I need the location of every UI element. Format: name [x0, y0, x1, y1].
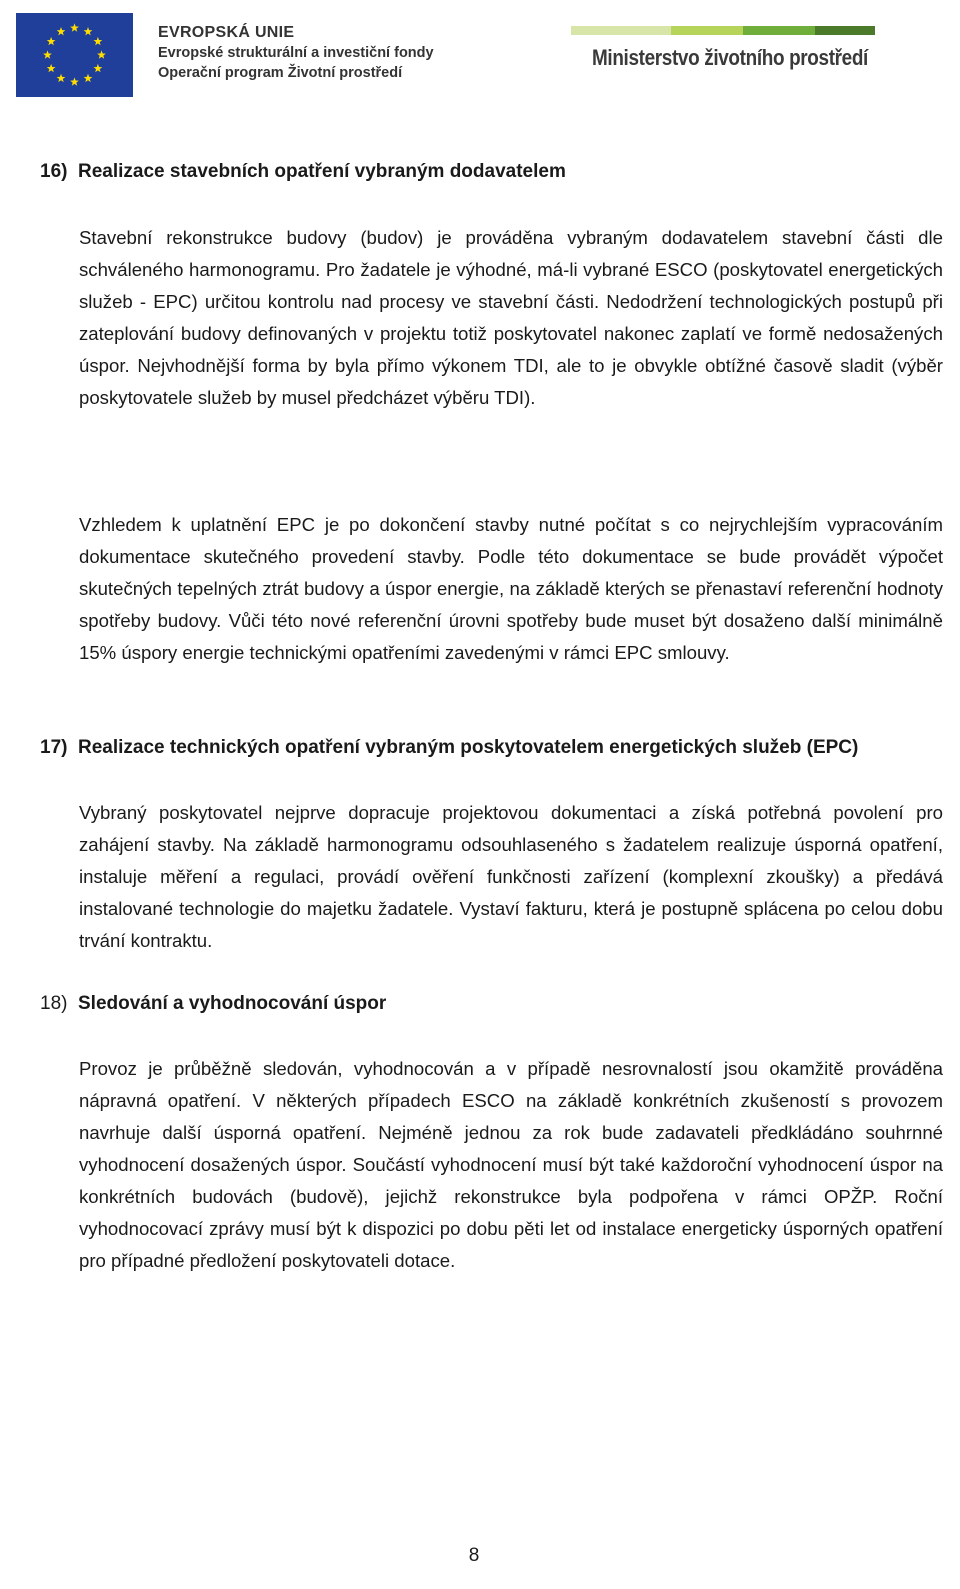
section-heading-17	[40, 736, 858, 760]
paragraph: Stavební rekonstrukce budovy (budov) je prováděna vybraným dodavatelem stavební části dle schváleného harmonogramu. Pro žadatele je výhodné, má-li vybrané ESCO (poskytovatel energetických služeb - EPC) určitou kontrolu nad procesy ve stavební části. Nedodržení technologických postupů při zateplování budovy definovaných v projektu totiž poskytovatel nakonec zaplatí ve formě nedosažených úspor. Nejvhodnější forma by byla přímo výkonem TDI, ale to je obvykle obtížné časově sladit (výběr poskytovatele služeb by musel předcházet výběru TDI).	[79, 227, 943, 408]
eu-stars-icon	[16, 13, 133, 97]
eu-line-1: EVROPSKÁ UNIE	[158, 24, 295, 41]
section-heading-18	[40, 992, 386, 1016]
eu-line-2: Evropské strukturální a investiční fondy	[158, 45, 434, 61]
section-number: 16)	[40, 161, 68, 182]
eu-line-3: Operační program Životní prostředí	[158, 65, 403, 81]
eu-flag-logo	[16, 13, 133, 97]
page-header	[0, 0, 960, 110]
ministry-bar-2	[671, 26, 743, 35]
section-number: 17)	[40, 737, 68, 758]
ministry-logo-text: Ministerstvo životního prostředí	[592, 45, 868, 70]
ministry-bar-1	[571, 26, 671, 35]
section-title: Sledování a vyhodnocování úspor	[78, 993, 387, 1014]
section-title: Realizace stavebních opatření vybraným dodavatelem	[78, 161, 566, 182]
eu-programme-text	[158, 22, 434, 83]
paragraph: Vybraný poskytovatel nejprve dopracuje projektovou dokumentaci a získá potřebná povolení pro zahájení stavby. Na základě harmonogramu odsouhlaseného s žadatelem realizuje úsporná opatření, instaluje měření a regulaci, provádí ověření funkčnosti zařízení (komplexní zkoušky) a předává instalované technologie do majetku žadatele. Vystaví fakturu, která je postupně splácena po celou dobu trvání kontraktu.	[79, 802, 943, 951]
ministry-logo-bars	[571, 26, 875, 35]
section-title: Realizace technických opatření vybraným poskytovatelem energetických služeb (EPC)	[78, 737, 859, 758]
paragraph: Vzhledem k uplatnění EPC je po dokončení stavby nutné počítat s co nejrychlejším vypracováním dokumentace skutečného provedení stavby. Podle této dokumentace se bude provádět výpočet skutečných tepelných ztrát budovy a úspor energie, na základě kterých se přenastaví referenční hodnoty spotřeby budovy. Vůči této nové referenční úrovni spotřeby bude muset být dosaženo další minimálně 15% úspory energie technickými opatřeními zavedenými v rámci EPC smlouvy.	[79, 514, 943, 663]
ministry-bar-4	[815, 26, 875, 35]
page-number: 8	[468, 1545, 480, 1566]
section-number: 18)	[40, 993, 68, 1014]
ministry-bar-3	[743, 26, 815, 35]
section-heading-16	[40, 160, 566, 184]
paragraph: Provoz je průběžně sledován, vyhodnocován a v případě nesrovnalostí jsou okamžitě prováděna nápravná opatření. V některých případech ESCO na základě konkrétních zkušeností s provozem navrhuje další úsporná opatření. Nejméně jednou za rok bude zadavateli předkládáno souhrnné vyhodnocení dosažených úspor. Součástí vyhodnocení musí být také každoroční vyhodnocení úspor na konkrétních budovách (budově), jejichž rekonstrukce byla podpořena v rámci OPŽP. Roční vyhodnocovací zprávy musí být k dispozici po dobu pěti let od instalace energeticky úsporných opatření pro případné předložení poskytovateli dotace.	[79, 1058, 943, 1271]
